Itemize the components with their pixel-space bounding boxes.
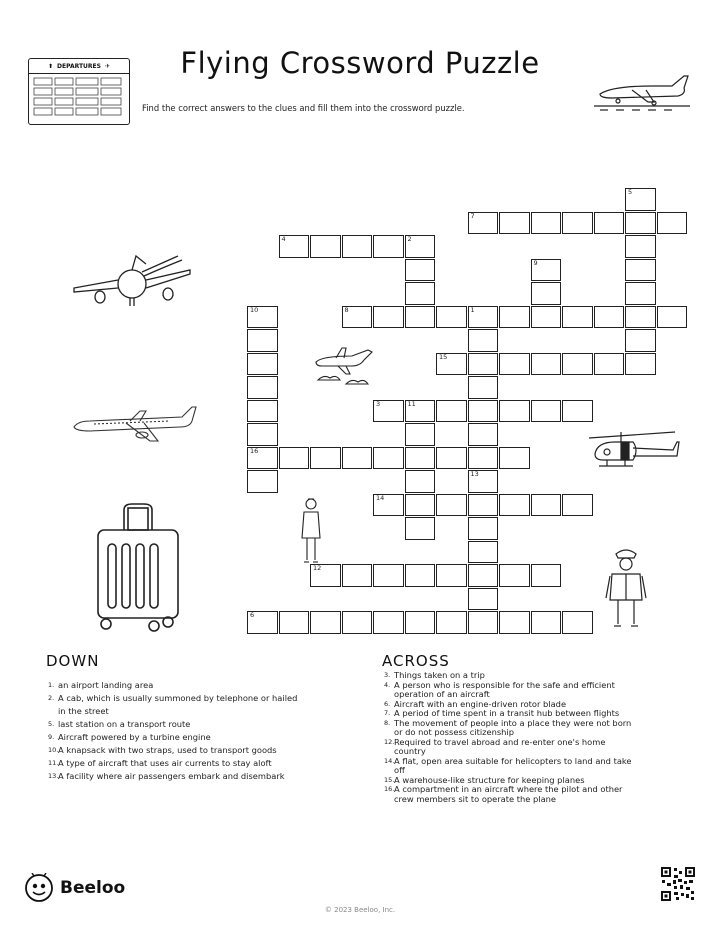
crossword-cell[interactable] [436, 564, 467, 587]
crossword-cell[interactable] [531, 282, 562, 305]
crossword-cell[interactable] [562, 353, 593, 376]
crossword-cell[interactable] [405, 306, 436, 329]
crossword-cell[interactable] [405, 564, 436, 587]
clue-text: an airport landing area [58, 680, 154, 690]
crossword-cell[interactable] [405, 423, 436, 446]
cell-number: 14 [376, 493, 385, 502]
down-clue [48, 757, 298, 770]
crossword-cell[interactable] [342, 564, 373, 587]
crossword-cell[interactable] [436, 400, 467, 423]
crossword-cell[interactable] [373, 306, 404, 329]
cell-number: 11 [407, 399, 416, 408]
crossword-cell[interactable] [468, 306, 499, 329]
crossword-cell[interactable] [468, 423, 499, 446]
clue-text: The movement of people into a place they were not born or do not possess citizenship [394, 717, 632, 737]
cell-number: 16 [250, 446, 259, 455]
clue-text: A period of time spent in a transit hub between flights [394, 708, 620, 718]
pilot-icon [604, 546, 648, 628]
clue-number: 9. [48, 733, 55, 741]
crossword-cell[interactable] [562, 306, 593, 329]
crossword-cell[interactable] [373, 611, 404, 634]
crossword-cell[interactable] [499, 564, 530, 587]
down-clue [48, 718, 298, 731]
crossword-cell[interactable] [625, 188, 656, 211]
crossword-cell[interactable] [468, 376, 499, 399]
crossword-cell[interactable] [468, 353, 499, 376]
clue-number: 16. [384, 785, 395, 793]
cell-number: 15 [439, 352, 448, 361]
cell-number: 1 [470, 305, 475, 314]
crossword-cell[interactable] [562, 494, 593, 517]
cell-number: 6 [250, 611, 255, 619]
crossword-cell[interactable] [342, 306, 373, 329]
crossword-cell[interactable] [499, 212, 530, 235]
down-clue [48, 679, 298, 692]
board-plane-icon: ✈ [104, 62, 110, 70]
crossword-cell[interactable] [310, 564, 341, 587]
crossword-cell[interactable] [247, 376, 278, 399]
down-clue [48, 770, 298, 783]
crossword-cell[interactable] [373, 235, 404, 258]
clue-number: 4. [384, 680, 391, 689]
across-clue [384, 681, 634, 700]
board-arrow-icon: ⬆ [48, 62, 54, 70]
crossword-cell[interactable] [405, 400, 436, 423]
clue-number: 7. [384, 709, 391, 717]
crossword-cell[interactable] [373, 447, 404, 470]
crossword-cell[interactable] [468, 400, 499, 423]
cell-number: 5 [628, 188, 633, 196]
airplane-front-icon [70, 250, 195, 312]
crossword-cell[interactable] [310, 447, 341, 470]
clue-number: 6. [384, 699, 391, 708]
board-heading: DEPARTURES [57, 62, 101, 70]
crossword-cell[interactable] [468, 564, 499, 587]
clue-number: 10. [48, 746, 59, 754]
crossword-cell[interactable] [499, 611, 530, 634]
flight-attendant-icon [298, 496, 324, 566]
down-title: DOWN [46, 652, 100, 670]
across-clue [384, 757, 634, 776]
crossword-cell[interactable] [247, 423, 278, 446]
crossword-cell[interactable] [247, 353, 278, 376]
crossword-cell[interactable] [594, 353, 625, 376]
across-clue [384, 738, 634, 757]
crossword-cell[interactable] [405, 517, 436, 540]
crossword-cell[interactable] [436, 447, 467, 470]
crossword-cell[interactable] [468, 494, 499, 517]
clue-number: 14. [384, 756, 395, 765]
crossword-cell[interactable] [373, 564, 404, 587]
crossword-cell[interactable] [499, 306, 530, 329]
crossword-cell[interactable] [310, 235, 341, 258]
crossword-cell[interactable] [499, 494, 530, 517]
crossword-cell[interactable] [247, 447, 278, 470]
crossword-cell[interactable] [247, 329, 278, 352]
across-clue-list [384, 671, 634, 804]
crossword-cell[interactable] [405, 259, 436, 282]
crossword-cell[interactable] [436, 494, 467, 517]
crossword-cell[interactable] [562, 400, 593, 423]
cell-number: 12 [313, 564, 322, 572]
crossword-cell[interactable] [373, 494, 404, 517]
cell-number: 9 [533, 258, 538, 267]
clue-number: 3. [384, 671, 391, 679]
copyright: © 2023 Beeloo, Inc. [324, 906, 396, 914]
down-clue [48, 692, 298, 718]
crossword-cell[interactable] [342, 611, 373, 634]
down-clue [48, 731, 298, 744]
crossword-cell[interactable] [531, 400, 562, 423]
crossword-cell[interactable] [625, 282, 656, 305]
crossword-cell[interactable] [310, 611, 341, 634]
crossword-cell[interactable] [247, 611, 278, 634]
crossword-cell[interactable] [499, 400, 530, 423]
crossword-cell[interactable] [531, 564, 562, 587]
crossword-cell[interactable] [468, 588, 499, 611]
crossword-cell[interactable] [436, 611, 467, 634]
cell-number: 7 [470, 211, 475, 220]
crossword-cell[interactable] [468, 517, 499, 540]
crossword-cell[interactable] [468, 470, 499, 493]
crossword-cell[interactable] [625, 353, 656, 376]
crossword-cell[interactable] [247, 306, 278, 329]
cell-number: 2 [407, 235, 412, 243]
helicopter-icon [585, 428, 685, 474]
clue-number: 5. [48, 720, 55, 728]
crossword-cell[interactable] [562, 611, 593, 634]
crossword-cell[interactable] [405, 235, 436, 258]
airliner-icon [70, 405, 200, 447]
crossword-cell[interactable] [625, 259, 656, 282]
crossword-cell[interactable] [531, 353, 562, 376]
crossword-cell[interactable] [405, 611, 436, 634]
crossword-cell[interactable] [436, 306, 467, 329]
clue-text: A cab, which is usually summoned by telephone or hailed in the street [58, 693, 298, 716]
cell-number: 4 [281, 235, 286, 243]
clue-number: 13. [48, 772, 59, 780]
crossword-cell[interactable] [468, 541, 499, 564]
crossword-cell[interactable] [499, 353, 530, 376]
crossword-cell[interactable] [405, 470, 436, 493]
clue-number: 11. [48, 759, 59, 767]
down-clue-list [48, 679, 298, 783]
crossword-cell[interactable] [279, 611, 310, 634]
crossword-cell[interactable] [247, 400, 278, 423]
crossword-cell[interactable] [436, 353, 467, 376]
brand-logo [24, 873, 125, 903]
crossword-cell[interactable] [342, 235, 373, 258]
clue-text: Things taken on a trip [394, 670, 485, 680]
across-clue [384, 785, 634, 804]
page-subtitle: Find the correct answers to the clues and fill them into the crossword puzzle. [142, 103, 465, 113]
clue-text: last station on a transport route [58, 719, 191, 729]
clue-text: A person who is responsible for the safe and efficient operation of an aircraft [394, 679, 615, 699]
clue-text: A facility where air passengers embark and disembark [58, 771, 285, 781]
crossword-cell[interactable] [625, 306, 656, 329]
clue-text: A compartment in an aircraft where the pilot and other crew members sit to operate the plane [394, 784, 623, 804]
clue-number: 1. [48, 681, 55, 689]
crossword-cell[interactable] [279, 235, 310, 258]
crossword-cell[interactable] [247, 470, 278, 493]
crossword-cell[interactable] [594, 212, 625, 235]
suitcase-icon [92, 502, 184, 634]
board-rows [29, 74, 129, 125]
brand-name: Beeloo [60, 878, 126, 898]
cell-number: 3 [376, 399, 381, 408]
cell-number: 10 [250, 305, 259, 314]
crossword-cell[interactable] [531, 212, 562, 235]
crossword-cell[interactable] [342, 447, 373, 470]
qr-code-icon [660, 866, 696, 902]
clue-number: 15. [384, 775, 395, 784]
cell-number: 8 [344, 305, 349, 314]
crossword-cell[interactable] [405, 494, 436, 517]
clue-text: A warehouse-like structure for keeping planes [394, 774, 585, 785]
clue-text: A type of aircraft that uses air currents to stay aloft [58, 758, 272, 768]
crossword-cell[interactable] [468, 447, 499, 470]
clue-number: 12. [384, 737, 395, 746]
crossword-cell[interactable] [279, 447, 310, 470]
runway-plane-icon [592, 72, 692, 114]
crossword-cell[interactable] [531, 306, 562, 329]
across-clue [384, 719, 634, 738]
crossword-cell[interactable] [405, 447, 436, 470]
clue-text: Aircraft with an engine-driven rotor blade [394, 698, 567, 709]
crossword-cell[interactable] [373, 400, 404, 423]
departures-board-icon [28, 58, 130, 125]
crossword-cell[interactable] [657, 306, 688, 329]
clue-text: Aircraft powered by a turbine engine [58, 732, 211, 742]
crossword-cell[interactable] [531, 494, 562, 517]
crossword-cell[interactable] [531, 611, 562, 634]
crossword-cell[interactable] [625, 212, 656, 235]
crossword-cell[interactable] [405, 282, 436, 305]
crossword-cell[interactable] [625, 235, 656, 258]
crossword-cell[interactable] [625, 329, 656, 352]
down-clue [48, 744, 298, 757]
crossword-cell[interactable] [562, 212, 593, 235]
crossword-cell[interactable] [531, 259, 562, 282]
page-title: Flying Crossword Puzzle [180, 46, 540, 80]
across-title: ACROSS [382, 652, 450, 670]
clue-text: Required to travel abroad and re-enter one's home country [394, 736, 606, 756]
crossword-cell[interactable] [499, 447, 530, 470]
cell-number: 13 [470, 470, 479, 478]
clue-number: 8. [384, 718, 391, 727]
clue-text: A flat, open area suitable for helicopters to land and take off [394, 755, 632, 775]
crossword-cell[interactable] [468, 329, 499, 352]
bee-logo-icon [24, 873, 54, 903]
crossword-cell[interactable] [468, 611, 499, 634]
crossword-cell[interactable] [657, 212, 688, 235]
small-airplane-icon [312, 344, 376, 388]
crossword-cell[interactable] [594, 306, 625, 329]
clue-number: 2. [48, 694, 55, 702]
crossword-cell[interactable] [468, 212, 499, 235]
clue-text: A knapsack with two straps, used to transport goods [58, 745, 277, 755]
